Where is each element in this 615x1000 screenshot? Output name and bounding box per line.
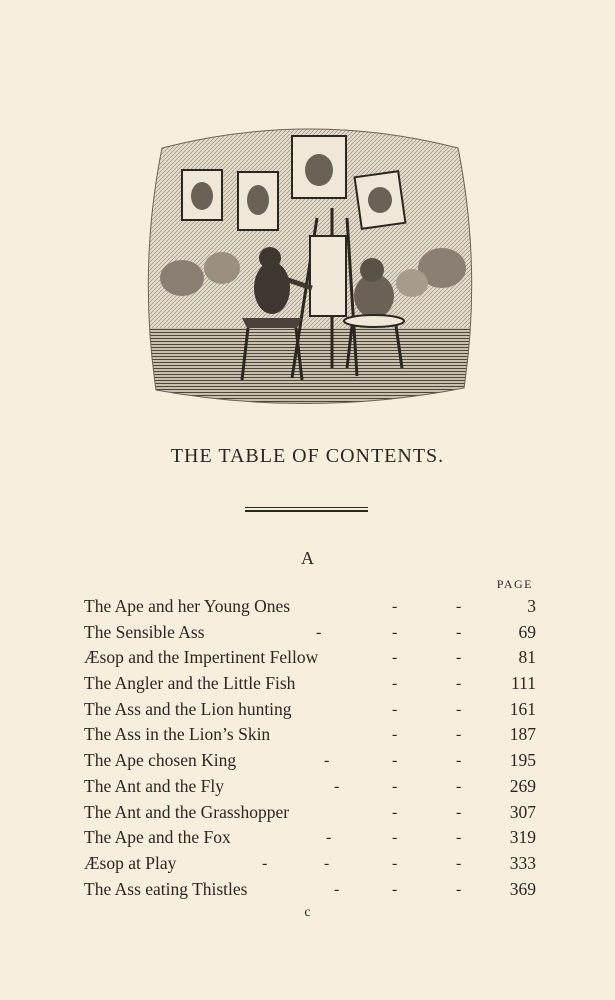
leader-dash: - [392, 675, 398, 693]
leader-dash: - [456, 700, 462, 718]
entry-title: The Sensible Ass [84, 621, 205, 642]
leader-dash: - [456, 675, 462, 693]
leader-dash: - [392, 829, 398, 847]
contents-entry [84, 697, 536, 723]
leader-dashes [84, 645, 536, 671]
contents-entry [84, 722, 536, 748]
entry-page-number: 111 [511, 673, 536, 694]
contents-entry [84, 851, 536, 877]
contents-entry [84, 800, 536, 826]
leader-dash: - [456, 829, 462, 847]
entry-page-number: 69 [518, 621, 536, 642]
entry-title: The Ass eating Thistles [84, 878, 248, 899]
leader-dashes [84, 594, 536, 620]
title-rule-thick [245, 510, 368, 512]
leader-dashes [84, 800, 536, 826]
leader-dash: - [326, 829, 332, 847]
leader-dash: - [392, 700, 398, 718]
leader-dash: - [334, 880, 340, 898]
entry-page-number: 333 [509, 852, 536, 873]
title-rule-thin [245, 507, 368, 508]
entry-page-number: 307 [509, 801, 536, 822]
leader-dash: - [456, 777, 462, 795]
leader-dash: - [334, 777, 340, 795]
entry-page-number: 81 [518, 647, 536, 668]
leader-dashes [84, 774, 536, 800]
entry-page-number: 187 [509, 724, 536, 745]
ape-painter-engraving [142, 118, 478, 408]
entry-page-number: 3 [527, 596, 536, 616]
leader-dash: - [392, 803, 398, 821]
entry-title: The Ant and the Grasshopper [84, 801, 290, 822]
leader-dash: - [316, 623, 322, 641]
entry-title: Æsop at Play [84, 852, 177, 873]
leader-dash: - [392, 598, 398, 615]
entry-title: The Ass in the Lion’s Skin [84, 724, 271, 745]
leader-dash: - [456, 623, 462, 641]
contents-entry [84, 877, 536, 903]
contents-entry [84, 645, 536, 671]
leader-dash: - [392, 777, 398, 795]
page-title: THE TABLE OF CONTENTS. [170, 445, 445, 467]
leader-dash: - [392, 854, 398, 872]
leader-dashes [84, 851, 536, 877]
leader-dash: - [456, 880, 462, 898]
leader-dashes [84, 722, 536, 748]
entry-title: The Ape chosen King [84, 750, 237, 771]
leader-dash: - [392, 726, 398, 744]
leader-dash: - [324, 854, 330, 872]
leader-dash: - [262, 854, 268, 872]
entry-title: The Ass and the Lion hunting [84, 698, 292, 719]
contents-entry [84, 620, 536, 646]
leader-dash: - [392, 880, 398, 898]
contents-entry [84, 671, 536, 697]
leader-dashes [84, 825, 536, 851]
leader-dash: - [324, 752, 330, 770]
contents-entry [84, 774, 536, 800]
leader-dash: - [456, 803, 462, 821]
leader-dash: - [456, 649, 462, 667]
leader-dash: - [456, 598, 462, 615]
entry-page-number: 319 [509, 827, 536, 848]
contents-list [84, 594, 536, 902]
section-letter: A [301, 548, 314, 568]
leader-dash: - [456, 752, 462, 770]
signature-mark: c [304, 905, 311, 920]
leader-dash: - [392, 623, 398, 641]
entry-title: The Ape and the Fox [84, 827, 231, 848]
leader-dashes [84, 748, 536, 774]
entry-title: Æsop and the Impertinent Fellow [84, 647, 319, 668]
contents-entry [84, 594, 536, 620]
leader-dash: - [456, 854, 462, 872]
entry-page-number: 161 [509, 698, 536, 719]
entry-title: The Ape and her Young Ones [84, 596, 291, 616]
leader-dashes [84, 697, 536, 723]
contents-entry [84, 748, 536, 774]
entry-page-number: 269 [509, 775, 536, 796]
leader-dash: - [456, 726, 462, 744]
entry-title: The Angler and the Little Fish [84, 673, 296, 694]
entry-page-number: 369 [509, 878, 536, 899]
leader-dashes [84, 620, 536, 646]
entry-title: The Ant and the Fly [84, 775, 224, 796]
leader-dash: - [392, 752, 398, 770]
entry-page-number: 195 [509, 750, 536, 771]
page-column-header: PAGE [496, 577, 533, 591]
leader-dashes [84, 671, 536, 697]
leader-dashes [84, 877, 536, 903]
leader-dash: - [392, 649, 398, 667]
contents-entry [84, 825, 536, 851]
